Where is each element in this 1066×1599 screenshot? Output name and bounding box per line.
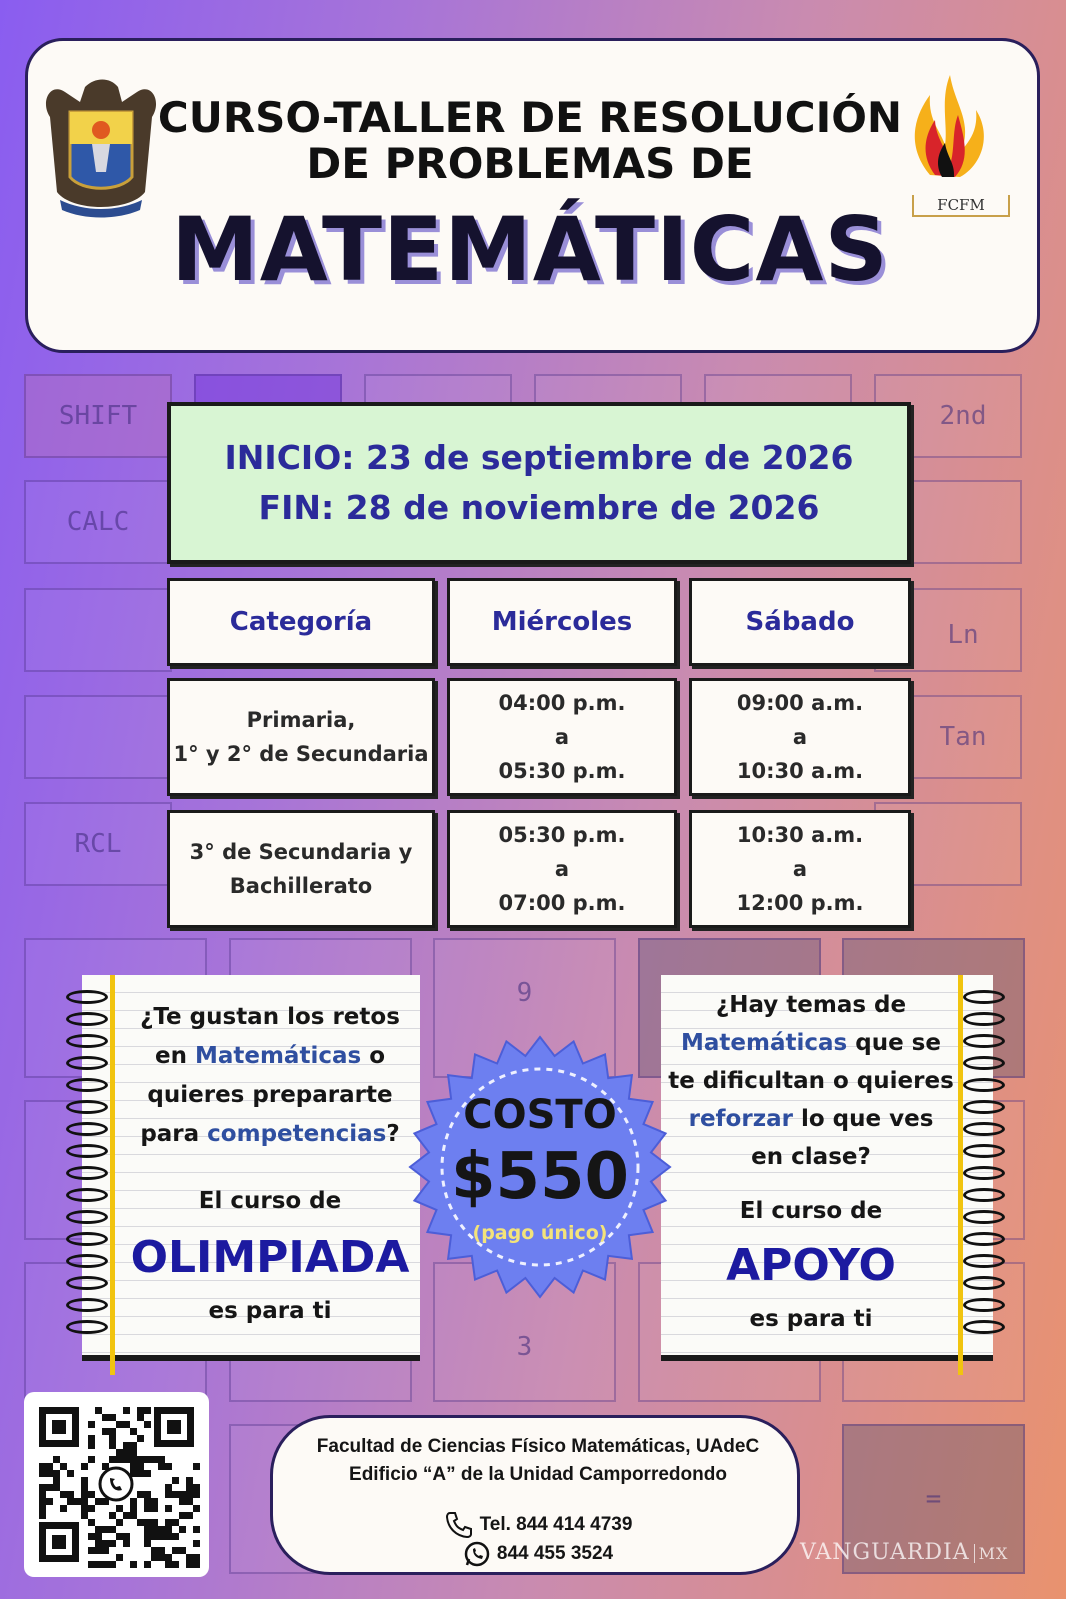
- qr-module: [67, 1491, 74, 1498]
- qr-module: [179, 1498, 186, 1505]
- key-three-label: 3: [516, 1332, 533, 1362]
- qr-module: [60, 1491, 67, 1498]
- spiral-coil-icon: [66, 1144, 108, 1158]
- qr-module: [137, 1407, 144, 1414]
- qr-module: [116, 1505, 123, 1512]
- qr-module: [123, 1540, 130, 1547]
- qr-module: [165, 1561, 172, 1568]
- header-title-line1: CURSO-TALLER DE RESOLUCIÓN: [157, 93, 903, 142]
- spiral-coil-icon: [963, 1276, 1005, 1290]
- contact-whatsapp[interactable]: [273, 1540, 803, 1568]
- qr-module: [116, 1421, 123, 1428]
- qr-module: [130, 1449, 137, 1456]
- spiral-coil-icon: [963, 1254, 1005, 1268]
- category-line2: Bachillerato: [229, 874, 373, 898]
- qr-module: [186, 1491, 193, 1498]
- highlight: Matemáticas: [681, 1030, 848, 1056]
- qr-module: [81, 1498, 88, 1505]
- spiral-coil-icon: [66, 1188, 108, 1202]
- qr-module: [158, 1456, 165, 1463]
- qr-module: [130, 1505, 137, 1512]
- qr-module: [102, 1414, 109, 1421]
- key-tan-label: Tan: [939, 722, 987, 752]
- qr-module: [193, 1561, 200, 1568]
- spiral-coil-icon: [963, 990, 1005, 1004]
- qr-module: [109, 1561, 116, 1568]
- qr-module: [74, 1498, 81, 1505]
- contact-phone[interactable]: [273, 1510, 803, 1540]
- spiral-coil-icon: [963, 1034, 1005, 1048]
- qr-module: [137, 1491, 144, 1498]
- qr-module: [158, 1526, 165, 1533]
- qr-module: [88, 1491, 95, 1498]
- qr-module: [123, 1442, 130, 1449]
- qr-module: [95, 1407, 102, 1414]
- qr-module: [95, 1547, 102, 1554]
- qr-module: [130, 1456, 137, 1463]
- right-note-intro: El curso de: [739, 1198, 883, 1224]
- qr-module: [102, 1526, 109, 1533]
- qr-module: [179, 1512, 186, 1519]
- spiral-coil-icon: [66, 1276, 108, 1290]
- qr-module: [53, 1477, 60, 1484]
- qr-module: [95, 1526, 102, 1533]
- qr-module: [88, 1421, 95, 1428]
- qr-module: [193, 1463, 200, 1470]
- qr-module: [158, 1554, 165, 1561]
- spiral-coil-icon: [66, 1298, 108, 1312]
- text: en: [154, 1043, 195, 1069]
- qr-module: [39, 1470, 46, 1477]
- end-date: FIN: 28 de noviembre de 2026: [258, 488, 820, 527]
- time-sep: a: [554, 857, 570, 881]
- qr-module: [39, 1512, 46, 1519]
- qr-module: [193, 1505, 200, 1512]
- qr-module: [88, 1547, 95, 1554]
- qr-module: [95, 1498, 102, 1505]
- qr-module: [109, 1435, 116, 1442]
- category-line1: Primaria,: [246, 708, 356, 732]
- left-note-q2: [125, 1037, 415, 1076]
- qr-module: [46, 1498, 53, 1505]
- text: o: [361, 1043, 385, 1069]
- header-main-title: MATEMÁTICAS: [171, 198, 889, 301]
- qr-module: [46, 1484, 53, 1491]
- time-end: 07:00 p.m.: [498, 891, 626, 915]
- key-blank: [364, 374, 512, 404]
- text: para: [140, 1121, 208, 1147]
- time-end: 12:00 p.m.: [736, 891, 864, 915]
- key-shift-label: SHIFT: [58, 401, 138, 431]
- right-note-q3: te dificultan o quieres: [668, 1068, 954, 1094]
- spiral-coil-icon: [66, 1100, 108, 1114]
- spiral-coil-icon: [963, 1166, 1005, 1180]
- spiral-coil-icon: [66, 1078, 108, 1092]
- qr-module: [123, 1512, 130, 1519]
- qr-module: [116, 1533, 123, 1540]
- qr-module: [179, 1547, 186, 1554]
- phone-icon: [444, 1510, 474, 1540]
- time-start: 10:30 a.m.: [736, 823, 864, 847]
- right-note-q4: [666, 1100, 956, 1138]
- qr-module: [109, 1456, 116, 1463]
- right-note-q1: ¿Hay temas de: [715, 992, 907, 1018]
- qr-module: [116, 1554, 123, 1561]
- key-blank: [534, 374, 682, 404]
- highlight: Matemáticas: [194, 1043, 362, 1069]
- qr-module: [172, 1547, 179, 1554]
- spiral-coil-icon: [963, 1210, 1005, 1224]
- spiral-coil-icon: [66, 1056, 108, 1070]
- text: que se: [847, 1030, 941, 1056]
- spiral-coil-icon: [66, 1034, 108, 1048]
- qr-module: [88, 1533, 95, 1540]
- watermark-suffix: MX: [974, 1544, 1009, 1563]
- qr-module: [109, 1540, 116, 1547]
- spiral-coil-icon: [963, 1320, 1005, 1334]
- left-note-q1: ¿Te gustan los retos: [140, 1004, 400, 1030]
- qr-module: [151, 1547, 158, 1554]
- spiral-coil-icon: [66, 990, 108, 1004]
- qr-module: [165, 1533, 172, 1540]
- qr-module: [172, 1477, 179, 1484]
- right-note-q2: [666, 1024, 956, 1062]
- qr-card: [24, 1392, 209, 1577]
- qr-module: [193, 1484, 200, 1491]
- qr-module: [193, 1554, 200, 1561]
- qr-module: [137, 1463, 144, 1470]
- qr-module: [95, 1540, 102, 1547]
- qr-module: [144, 1526, 151, 1533]
- spiral-coil-icon: [963, 1144, 1005, 1158]
- spiral-coil-icon: [66, 1254, 108, 1268]
- qr-module: [144, 1421, 151, 1428]
- qr-module: [137, 1470, 144, 1477]
- spiral-coil-icon: [66, 1232, 108, 1246]
- spiral-coil-icon: [963, 1056, 1005, 1070]
- qr-module: [186, 1477, 193, 1484]
- time-start: 09:00 a.m.: [736, 691, 864, 715]
- qr-module: [130, 1463, 137, 1470]
- qr-module: [186, 1484, 193, 1491]
- spiral-coil-icon: [963, 1012, 1005, 1026]
- qr-module: [144, 1456, 151, 1463]
- qr-module: [123, 1456, 130, 1463]
- qr-module: [165, 1484, 172, 1491]
- table-row-2-wednesday: [447, 810, 677, 928]
- qr-module: [81, 1484, 88, 1491]
- time-sep: a: [792, 857, 808, 881]
- qr-module: [39, 1491, 46, 1498]
- qr-module: [172, 1561, 179, 1568]
- left-note-question: [125, 998, 415, 1154]
- spiral-coil-icon: [66, 1210, 108, 1224]
- right-note-q5: en clase?: [751, 1144, 871, 1170]
- qr-module: [137, 1456, 144, 1463]
- right-note-question: [666, 986, 956, 1176]
- watermark-text: VANGUARDIA: [800, 1540, 970, 1565]
- qr-module: [151, 1498, 158, 1505]
- header-card: [25, 38, 1040, 353]
- qr-module: [46, 1463, 53, 1470]
- qr-module: [137, 1519, 144, 1526]
- left-note-course: OLIMPIADA: [130, 1232, 410, 1283]
- time-end: 10:30 a.m.: [736, 759, 864, 783]
- spiral-coil-icon: [963, 1188, 1005, 1202]
- qr-module: [144, 1505, 151, 1512]
- qr-module: [123, 1449, 130, 1456]
- qr-module: [193, 1491, 200, 1498]
- dates-box: [167, 402, 911, 564]
- qr-module: [109, 1526, 116, 1533]
- key-rcl: [24, 802, 172, 886]
- spiral-coil-icon: [963, 1100, 1005, 1114]
- qr-module: [193, 1540, 200, 1547]
- qr-module: [116, 1456, 123, 1463]
- qr-module: [109, 1512, 116, 1519]
- spiral-coil-icon: [66, 1320, 108, 1334]
- spiral-coil-icon: [963, 1122, 1005, 1136]
- left-note-q3: quieres prepararte: [147, 1082, 393, 1108]
- qr-module: [95, 1561, 102, 1568]
- qr-module: [151, 1456, 158, 1463]
- spiral-coil-icon: [66, 1012, 108, 1026]
- table-header-category: Categoría: [167, 578, 435, 666]
- qr-module: [186, 1498, 193, 1505]
- qr-module: [151, 1554, 158, 1561]
- qr-module: [88, 1456, 95, 1463]
- table-row-1-category: [167, 678, 435, 796]
- qr-module: [144, 1561, 151, 1568]
- highlight: reforzar: [688, 1106, 793, 1132]
- contact-address-line2: Edificio “A” de la Unidad Camporredondo: [349, 1464, 727, 1485]
- qr-module: [144, 1470, 151, 1477]
- qr-module: [88, 1435, 95, 1442]
- table-row-2-category: [167, 810, 435, 928]
- notebook-margin-line: [110, 975, 115, 1375]
- qr-module: [165, 1526, 172, 1533]
- qr-module: [144, 1407, 151, 1414]
- qr-module: [144, 1491, 151, 1498]
- qr-module: [151, 1533, 158, 1540]
- fcfm-label: FCFM: [912, 195, 1010, 217]
- whatsapp-number: 844 455 3524: [496, 1543, 614, 1565]
- left-note-intro: El curso de: [198, 1188, 342, 1214]
- phone-number: Tel. 844 414 4739: [479, 1514, 633, 1536]
- qr-module: [130, 1561, 137, 1568]
- qr-module: [123, 1407, 130, 1414]
- key-2nd-label: 2nd: [939, 401, 987, 431]
- spiral-coil-icon: [963, 1232, 1005, 1246]
- right-note-outro: es para ti: [749, 1306, 873, 1332]
- price-amount: $550: [450, 1140, 630, 1214]
- qr-module: [67, 1470, 74, 1477]
- qr-module: [144, 1519, 151, 1526]
- qr-module: [130, 1428, 137, 1435]
- qr-module: [137, 1435, 144, 1442]
- qr-module: [165, 1491, 172, 1498]
- key-equals-label: =: [925, 1484, 942, 1514]
- header-title: [140, 95, 920, 187]
- qr-module: [116, 1519, 123, 1526]
- qr-module: [102, 1547, 109, 1554]
- qr-module: [53, 1470, 60, 1477]
- watermark: [800, 1540, 1008, 1565]
- table-row-2-saturday: [689, 810, 911, 928]
- qr-module: [88, 1561, 95, 1568]
- qr-module: [123, 1421, 130, 1428]
- qr-module: [151, 1519, 158, 1526]
- qr-module: [158, 1463, 165, 1470]
- qr-module: [88, 1505, 95, 1512]
- qr-module: [158, 1547, 165, 1554]
- qr-module: [53, 1456, 60, 1463]
- key-ln-label: Ln: [947, 620, 979, 650]
- contact-card: [270, 1415, 800, 1575]
- qr-module: [144, 1498, 151, 1505]
- qr-module: [158, 1533, 165, 1540]
- qr-module: [130, 1512, 137, 1519]
- text: ?: [386, 1121, 400, 1147]
- start-date: INICIO: 23 de septiembre de 2026: [224, 438, 854, 477]
- qr-module: [39, 1463, 46, 1470]
- qr-module: [60, 1505, 67, 1512]
- text: lo que ves: [792, 1106, 934, 1132]
- spiral-coil-icon: [66, 1122, 108, 1136]
- qr-module: [95, 1533, 102, 1540]
- table-header-wednesday: Miércoles: [447, 578, 677, 666]
- qr-module: [130, 1498, 137, 1505]
- qr-module: [165, 1463, 172, 1470]
- highlight: competencias: [207, 1121, 387, 1147]
- table-header-saturday: Sábado: [689, 578, 911, 666]
- table-row-1-saturday: [689, 678, 911, 796]
- whatsapp-icon: [463, 1540, 491, 1568]
- left-note-q4: [125, 1115, 415, 1154]
- table-row-1-wednesday: [447, 678, 677, 796]
- qr-module: [123, 1533, 130, 1540]
- key-blank: [704, 374, 852, 404]
- qr-module: [165, 1519, 172, 1526]
- qr-module: [39, 1505, 46, 1512]
- key-blank: [24, 695, 172, 779]
- qr-module: [81, 1505, 88, 1512]
- price-label: COSTO: [463, 1092, 617, 1138]
- qr-module: [116, 1449, 123, 1456]
- qr-module: [81, 1463, 88, 1470]
- qr-module: [172, 1519, 179, 1526]
- qr-module: [137, 1414, 144, 1421]
- time-end: 05:30 p.m.: [498, 759, 626, 783]
- key-nine-label: 9: [516, 978, 533, 1008]
- spiral-coil-icon: [66, 1166, 108, 1180]
- spiral-coil-icon: [963, 1298, 1005, 1312]
- qr-module: [109, 1428, 116, 1435]
- qr-module: [81, 1512, 88, 1519]
- key-blank: [194, 374, 342, 404]
- price-note: (pago único): [472, 1222, 608, 1244]
- qr-module: [193, 1526, 200, 1533]
- qr-module: [46, 1470, 53, 1477]
- right-note-course: APOYO: [726, 1240, 896, 1291]
- time-sep: a: [792, 725, 808, 749]
- qr-module: [186, 1554, 193, 1561]
- qr-module: [186, 1512, 193, 1519]
- qr-module: [67, 1498, 74, 1505]
- qr-module: [172, 1533, 179, 1540]
- key-calc: [24, 480, 172, 564]
- notebook-margin-line: [958, 975, 963, 1375]
- qr-code-icon[interactable]: [24, 1392, 209, 1577]
- qr-module: [172, 1491, 179, 1498]
- qr-module: [60, 1463, 67, 1470]
- key-rcl-label: RCL: [74, 829, 122, 859]
- contact-address-line1: Facultad de Ciencias Físico Matemáticas, UAdeC: [316, 1436, 760, 1457]
- qr-module: [81, 1477, 88, 1484]
- time-start: 05:30 p.m.: [498, 823, 626, 847]
- qr-module: [88, 1519, 95, 1526]
- qr-module: [179, 1526, 186, 1533]
- qr-module: [81, 1491, 88, 1498]
- qr-module: [109, 1442, 116, 1449]
- category-line1: 3° de Secundaria y: [189, 840, 413, 864]
- qr-module: [186, 1561, 193, 1568]
- time-sep: a: [554, 725, 570, 749]
- qr-module: [39, 1498, 46, 1505]
- qr-module: [102, 1561, 109, 1568]
- header-title-line2: DE PROBLEMAS DE: [306, 139, 754, 188]
- qr-module: [179, 1491, 186, 1498]
- qr-module: [109, 1414, 116, 1421]
- qr-module: [144, 1540, 151, 1547]
- qr-module: [102, 1540, 109, 1547]
- qr-module: [151, 1526, 158, 1533]
- qr-module: [144, 1533, 151, 1540]
- qr-module: [151, 1505, 158, 1512]
- spiral-coil-icon: [963, 1078, 1005, 1092]
- key-calc-label: CALC: [66, 507, 130, 537]
- qr-module: [165, 1505, 172, 1512]
- category-line2: 1° y 2° de Secundaria: [173, 742, 429, 766]
- qr-module: [39, 1484, 46, 1491]
- qr-module: [88, 1442, 95, 1449]
- qr-module: [130, 1442, 137, 1449]
- left-note-outro: es para ti: [208, 1298, 332, 1324]
- time-start: 04:00 p.m.: [498, 691, 626, 715]
- qr-module: [102, 1428, 109, 1435]
- qr-module: [53, 1484, 60, 1491]
- key-blank: [24, 588, 172, 672]
- key-shift: [24, 374, 172, 458]
- qr-module: [165, 1554, 172, 1561]
